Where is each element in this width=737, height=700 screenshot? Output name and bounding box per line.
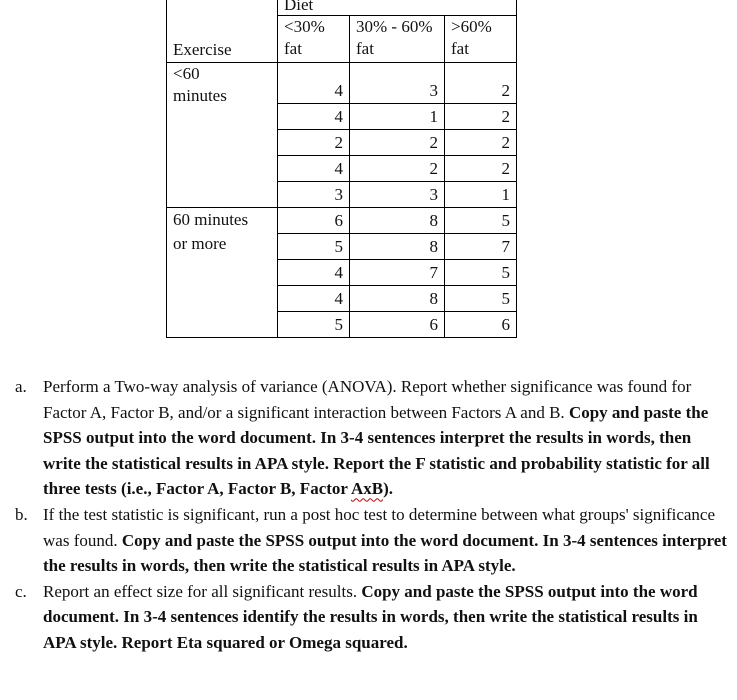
exercise-level-label: 60 minutes or more	[167, 207, 278, 337]
table-row	[167, 207, 517, 233]
data-cell: 5	[445, 259, 517, 285]
data-cell: 5	[278, 311, 350, 337]
data-cell: 1	[445, 181, 517, 207]
column-header: >60% fat	[445, 16, 517, 63]
data-cell: 8	[350, 285, 445, 311]
question-item	[10, 374, 730, 502]
data-cell: 4	[278, 103, 350, 129]
data-cell: 3	[350, 181, 445, 207]
data-cell: 6	[350, 311, 445, 337]
question-item	[10, 579, 730, 656]
data-cell: 2	[445, 155, 517, 181]
question-text: Copy and paste the SPSS output into the word document. In 3-4 sentences interpret the results in words, then write the statistical results in APA style.	[43, 530, 727, 576]
data-cell: 5	[445, 207, 517, 233]
data-cell: 6	[278, 207, 350, 233]
data-cell: 4	[278, 259, 350, 285]
data-cell: 5	[445, 285, 517, 311]
question-text: Copy and paste the SPSS output into the word document. In 3-4 sentences interpret the results in words, then write the statistical results in APA style. Report the F statistic and probability statistic for all three tests (i.e., Factor A, Factor B, Factor	[43, 402, 710, 499]
question-text: Copy and paste the SPSS output into the word document. In 3-4 sentences identify the results in words, then write the statistical results in APA style. Report Eta squared or Omega squared.	[43, 581, 698, 652]
data-cell: 6	[445, 311, 517, 337]
data-cell: 2	[350, 155, 445, 181]
data-table	[166, 0, 517, 338]
data-cell: 2	[445, 103, 517, 129]
data-cell: 4	[278, 155, 350, 181]
diet-factor-header: Diet	[278, 0, 517, 16]
data-cell: 8	[350, 207, 445, 233]
data-cell: 7	[350, 259, 445, 285]
data-cell: 3	[278, 181, 350, 207]
data-table-container	[166, 0, 517, 338]
column-header: 30% - 60% fat	[350, 16, 445, 63]
data-cell: 1	[350, 103, 445, 129]
data-cell: 2	[445, 129, 517, 155]
data-cell: 3	[350, 62, 445, 103]
column-header: <30% fat	[278, 16, 350, 63]
data-cell: 2	[445, 62, 517, 103]
question-text: If the test statistic is significant, run a post hoc test to determine between what groups' significance was found.	[43, 504, 716, 550]
question-item	[10, 502, 730, 579]
question-text: Perform a Two-way analysis of variance (ANOVA). Report whether significance was found for Factor A, Factor B, and/or a significant interaction between Factors A and B.	[43, 377, 692, 422]
table-row	[167, 62, 517, 103]
question-text: Report an effect size for all significant results.	[43, 581, 362, 601]
data-cell: 2	[278, 129, 350, 155]
data-cell: 7	[445, 233, 517, 259]
question-marker: c.	[15, 581, 27, 601]
question-list	[10, 374, 730, 656]
data-cell: 4	[278, 285, 350, 311]
data-cell: 4	[278, 62, 350, 103]
data-cell: 5	[278, 233, 350, 259]
data-cell: 2	[350, 129, 445, 155]
question-marker: a.	[15, 377, 27, 396]
exercise-factor-header: Exercise	[167, 16, 278, 63]
data-cell: 8	[350, 233, 445, 259]
question-marker: b.	[15, 504, 28, 524]
question-text: ).	[383, 479, 393, 499]
exercise-level-label: <60 minutes	[167, 62, 278, 207]
corner-cell	[167, 0, 278, 16]
question-text: AxB	[350, 479, 384, 499]
